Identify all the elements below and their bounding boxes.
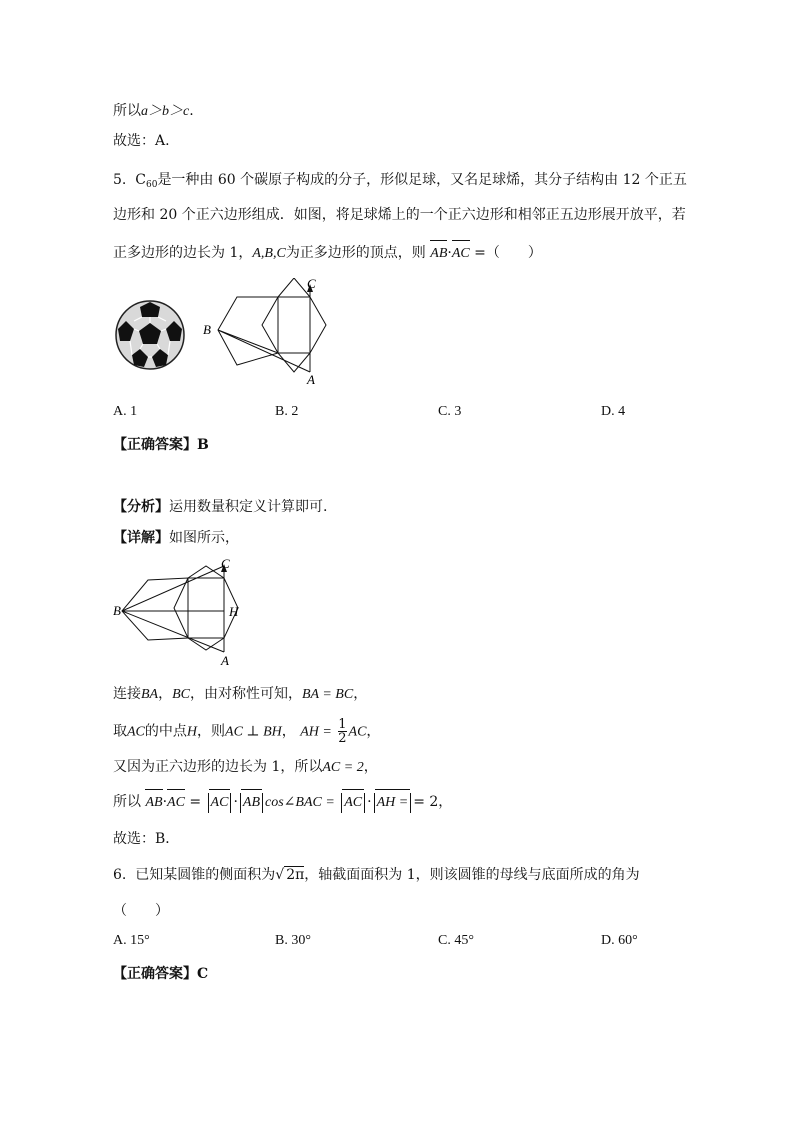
hexagon-top — [188, 566, 224, 578]
q5-option-d[interactable]: D. 4 — [601, 404, 626, 419]
text: 又因为正六边形的边长为 1，所以 — [113, 759, 323, 775]
question-6-paren: （ ） — [113, 903, 169, 919]
math: AC — [127, 724, 145, 740]
text: =（ ） — [474, 245, 542, 261]
q5-option-a[interactable]: A. 1 — [113, 404, 138, 419]
solution-line-1 — [113, 684, 367, 705]
vector-ab: AB — [145, 793, 162, 813]
subscript: 60 — [145, 180, 158, 190]
detail-line — [113, 528, 239, 548]
hexagon-bottom — [278, 353, 310, 372]
math-expression: A,B,C — [252, 246, 286, 261]
text: 正多边形的边长为 1， — [113, 245, 253, 261]
math: AC — [348, 724, 367, 740]
denominator: 2 — [338, 731, 347, 746]
math-expression: a＞b＞c — [141, 104, 190, 119]
segment — [218, 330, 278, 353]
label-a: A — [307, 372, 315, 387]
text: ， — [438, 794, 453, 810]
math: AH = — [300, 724, 332, 740]
question-number: 6. — [113, 867, 127, 883]
text: 连接 — [113, 686, 141, 702]
q6-option-b[interactable]: B. 30° — [275, 933, 311, 948]
fraction — [338, 718, 346, 745]
label-c: C — [221, 556, 230, 571]
solution-line-4 — [113, 792, 452, 813]
q5-option-b[interactable]: B. 2 — [275, 404, 299, 419]
text: 所以 — [113, 794, 141, 810]
solution-figure — [110, 556, 270, 668]
text: ， — [281, 723, 296, 740]
math: cos∠BAC = — [265, 795, 335, 810]
question-5-line-3: 正多边形的边长为 1，A,B,C为正多边形的顶点，则 AB·AC =（ ） — [113, 243, 542, 264]
sqrt-radicand: 2π — [286, 867, 305, 883]
analysis-line — [113, 497, 327, 517]
pentagon — [122, 578, 188, 640]
text: 的中点 — [144, 723, 187, 740]
detail-text: 如图所示， — [169, 530, 239, 546]
answer-choice-line: 故选：A. — [113, 133, 170, 149]
label-b: B — [203, 322, 211, 337]
hexagon — [262, 297, 326, 353]
magnitude-ac: AC — [341, 793, 365, 813]
q6-option-a[interactable]: A. 15° — [113, 933, 150, 948]
segment-ba — [218, 330, 310, 372]
text: ， — [363, 759, 378, 775]
dot: · — [233, 794, 238, 810]
question-number: 5. — [113, 172, 127, 188]
math: BA — [141, 687, 159, 702]
equals: = — [189, 794, 202, 810]
text: ， — [366, 723, 381, 740]
hexagon-top — [278, 278, 310, 297]
solution-line-2 — [113, 718, 380, 745]
text: 为正多边形的顶点，则 — [285, 245, 426, 261]
text: 取 — [113, 723, 127, 740]
dot: · — [162, 794, 168, 810]
q5-correct-answer: 【正确答案】B — [113, 437, 209, 453]
soccer-ball-image — [114, 299, 186, 371]
text: ，轴截面面积为 1，则该圆锥的母线与底面所成的角为 — [304, 867, 640, 883]
math: BA = BC — [302, 687, 354, 702]
magnitude-ac: AC — [208, 793, 232, 813]
analysis-text: 运用数量积定义计算即可. — [169, 499, 328, 515]
math: H — [186, 724, 198, 740]
text: ，由对称性可知， — [190, 686, 302, 702]
solution-line-5: 故选：B． — [113, 831, 180, 847]
magnitude-ab: AB — [240, 793, 263, 813]
segment-bc — [122, 566, 224, 611]
text: ， — [353, 686, 368, 702]
label-c: C — [307, 278, 316, 291]
conclusion-line — [113, 101, 194, 122]
text: ， — [158, 686, 173, 702]
pentagon — [218, 297, 278, 365]
text: C — [135, 172, 146, 188]
question-5-line-1 — [113, 170, 687, 195]
label-b: B — [113, 603, 121, 618]
solution-line-3 — [113, 757, 378, 778]
detail-label: 【详解】 — [113, 530, 169, 546]
q6-correct-answer: 【正确答案】C — [113, 966, 209, 982]
vector-ac: AC — [452, 244, 470, 264]
math: = 2 — [413, 794, 439, 810]
q6-option-d[interactable]: D. 60° — [601, 933, 638, 948]
q6-option-c[interactable]: C. 45° — [438, 933, 474, 948]
dot: · — [367, 794, 372, 810]
analysis-label: 【分析】 — [113, 499, 169, 515]
math: AC ⊥ BH — [225, 724, 282, 740]
question-6-line-1: 6. 已知某圆锥的侧面积为√ 2π，轴截面面积为 1，则该圆锥的母线与底面所成的角为 — [113, 867, 640, 883]
text: 是一种由 60 个碳原子构成的分子，形似足球，又名足球烯，其分子结构由 12 个正五 — [157, 172, 687, 188]
segment-ba — [122, 611, 224, 652]
text: ，则 — [197, 723, 226, 740]
numerator: 1 — [338, 717, 347, 732]
label-h: H — [229, 604, 239, 619]
label-a: A — [221, 653, 229, 668]
question-5-line-2: 边形和 20 个正六边形组成．如图，将足球烯上的一个正六边形和相邻正五边形展开放平，若 — [113, 207, 686, 223]
q5-option-c[interactable]: C. 3 — [438, 404, 462, 419]
vector-ab: AB — [430, 244, 447, 264]
text: 已知某圆锥的侧面积为 — [135, 867, 276, 883]
text: 所以 — [113, 103, 141, 119]
text: . — [189, 103, 194, 119]
q5-figure — [200, 278, 355, 388]
vector-ac: AC — [167, 793, 185, 813]
magnitude-ah: AH = — [374, 793, 412, 813]
math: AC = 2 — [322, 760, 364, 775]
math: BC — [172, 687, 190, 702]
